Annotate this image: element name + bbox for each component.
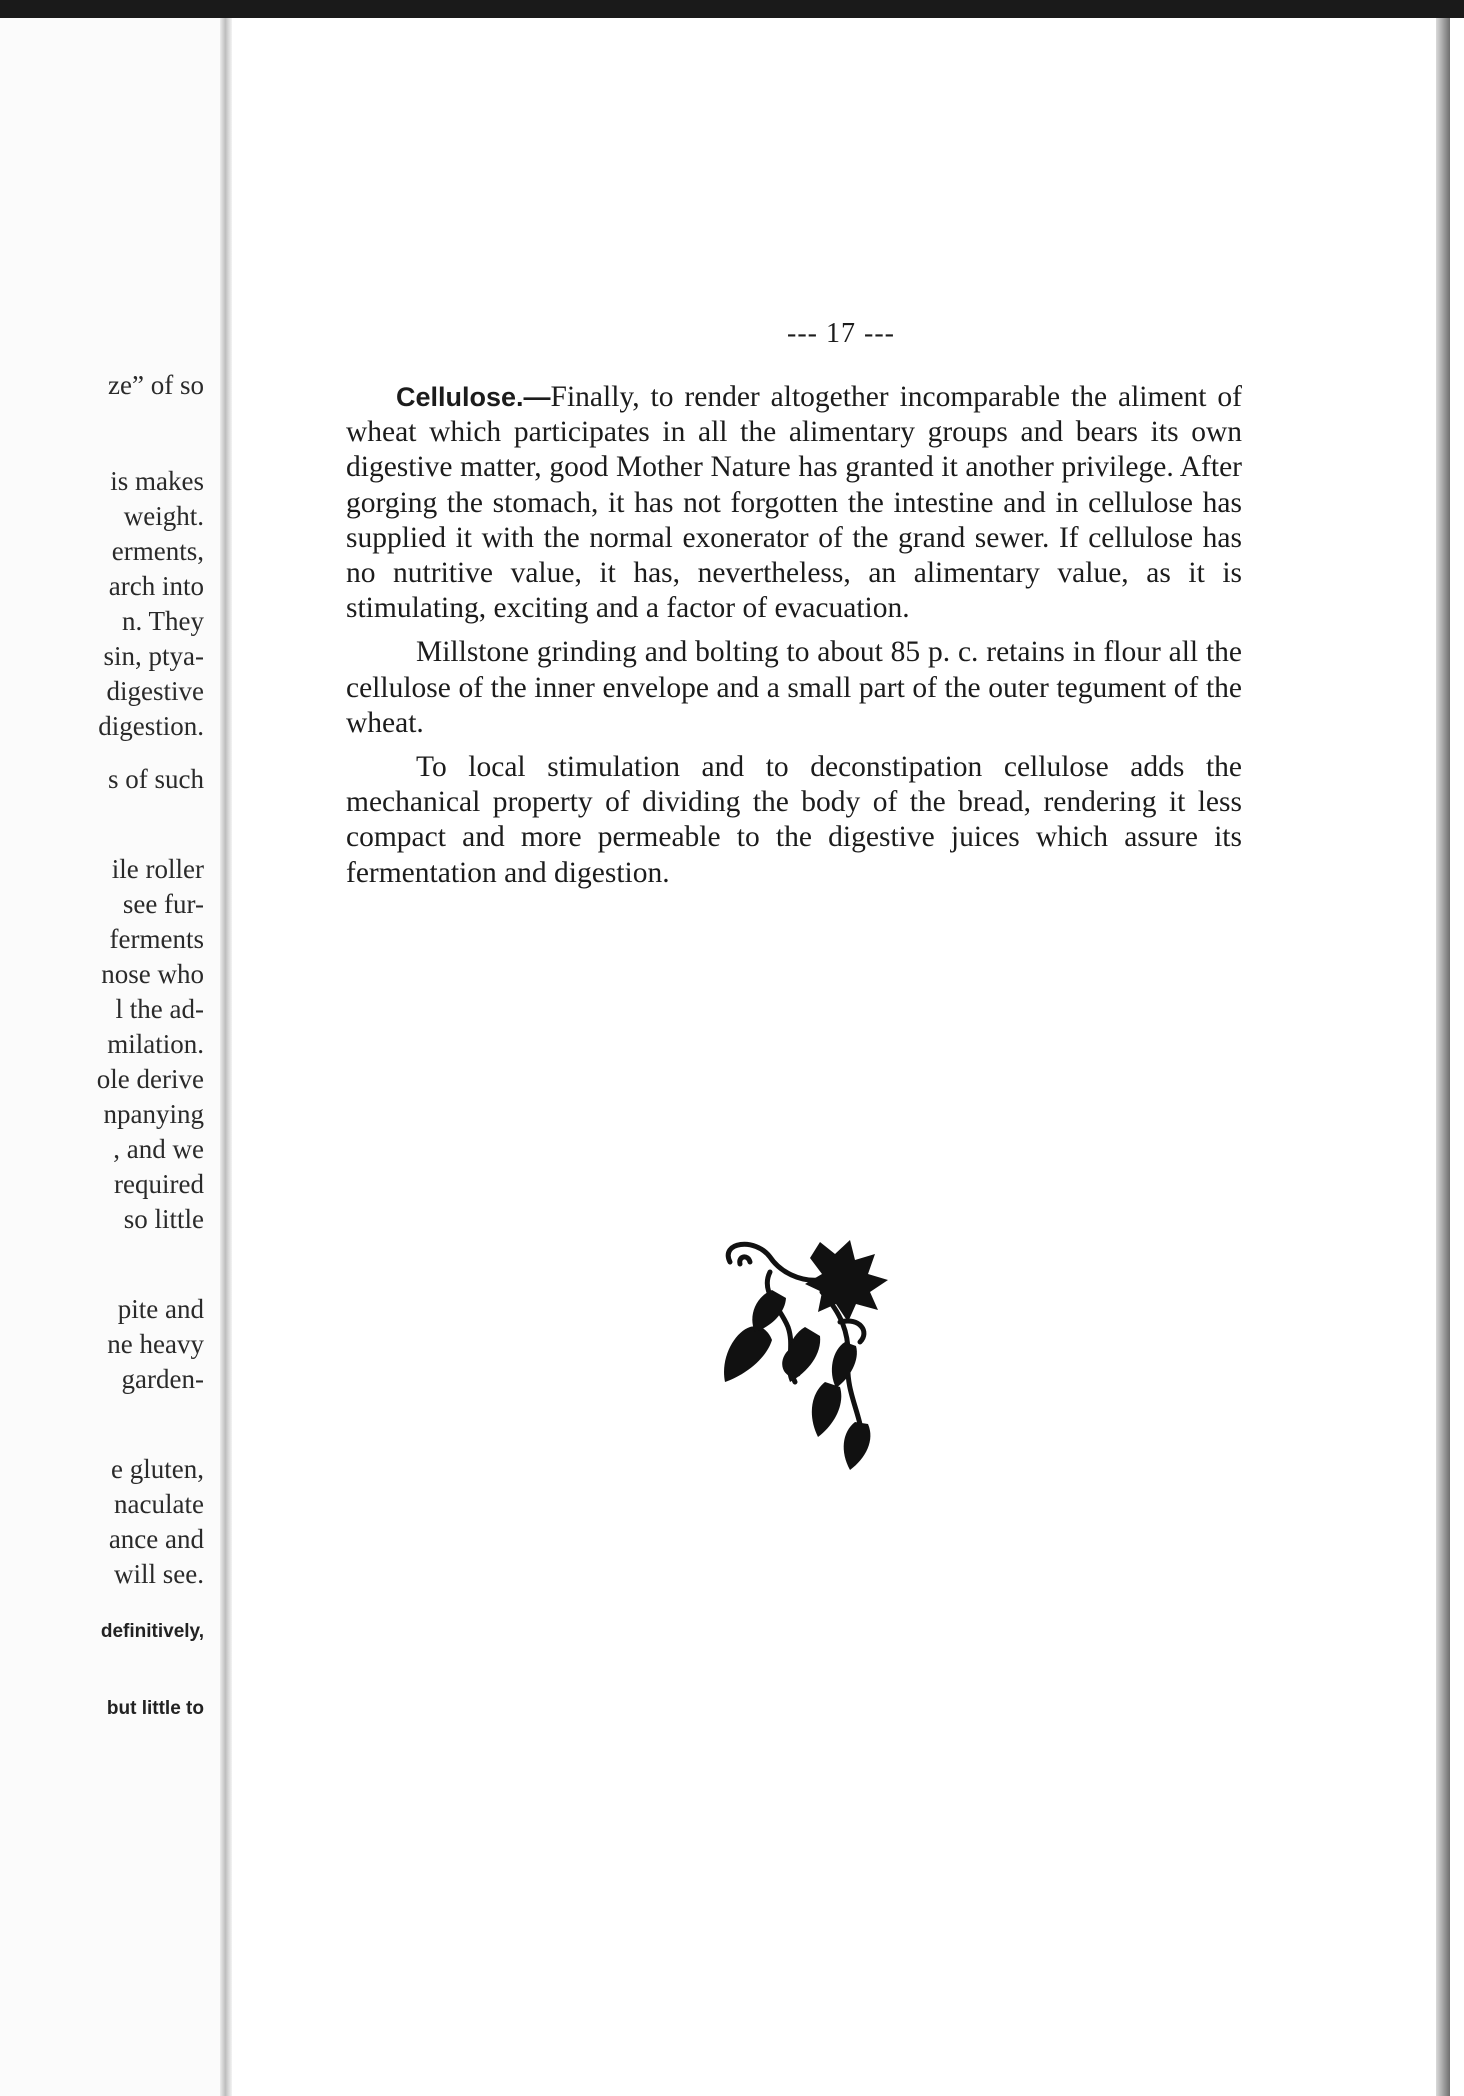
paragraph-text: Finally, to render altogether incomparable the aliment of wheat which participates in all the alimentary groups and bears its own digestive matter, good Mother Nature has granted it another privilege. After gorging the stomach, it has not forgotten the intestine and in cellulose has supplied it with the normal exonerator of the grand sewer. If cellulose has no nutritive value, it has, nevertheless, an alimentary value, as it is stimulating, exciting and a factor of evacuation. bbox=[346, 381, 1242, 625]
paragraph-cellulose bbox=[346, 380, 1242, 626]
left-line: n. They bbox=[122, 606, 204, 636]
right-page bbox=[232, 18, 1450, 2096]
left-line: will see. bbox=[114, 1559, 204, 1589]
left-line: ile roller bbox=[111, 854, 204, 884]
left-line: digestion. bbox=[98, 711, 204, 741]
leaf-vine-ornament-icon bbox=[710, 1232, 910, 1472]
left-line: l the ad- bbox=[115, 994, 204, 1024]
left-line: ance and bbox=[108, 1524, 204, 1554]
book-gutter bbox=[220, 18, 232, 2096]
left-line: arch into bbox=[108, 571, 204, 601]
left-line: ferments bbox=[109, 924, 204, 954]
body-text bbox=[346, 380, 1242, 900]
left-line: is makes bbox=[110, 466, 204, 496]
left-line: garden- bbox=[121, 1364, 204, 1394]
left-line: sin, ptya- bbox=[103, 641, 204, 671]
page-number: --- 17 --- bbox=[787, 318, 895, 349]
left-line: see fur- bbox=[122, 889, 204, 919]
left-line: naculate bbox=[114, 1489, 204, 1519]
paragraph-stimulation bbox=[346, 750, 1242, 891]
page-edge-shadow bbox=[1436, 18, 1450, 2096]
left-line: ole derive bbox=[96, 1064, 204, 1094]
left-line: npanying bbox=[103, 1099, 204, 1129]
left-footnote-line: but little to bbox=[106, 1698, 204, 1719]
left-line: nose who bbox=[101, 959, 204, 989]
paragraph-text: Millstone grinding and bolting to about 85 p. c. retains in flour all the cellulose of the inner envelope and a small part of the outer tegument of the wheat. bbox=[346, 636, 1242, 739]
left-line: digestive bbox=[106, 676, 204, 706]
left-line: ze” of so bbox=[108, 370, 204, 400]
left-line: required bbox=[114, 1169, 204, 1199]
left-line: so little bbox=[123, 1204, 204, 1234]
left-line: erments, bbox=[111, 536, 204, 566]
left-line: ne heavy bbox=[107, 1329, 204, 1359]
scanned-spread bbox=[0, 18, 1464, 2096]
left-line: weight. bbox=[123, 501, 204, 531]
left-page-fragment bbox=[0, 18, 232, 2096]
left-line: milation. bbox=[107, 1029, 204, 1059]
left-line: , and we bbox=[113, 1134, 204, 1164]
left-line: s of such bbox=[108, 764, 204, 794]
left-footnote-line: definitively, bbox=[100, 1621, 204, 1642]
left-line: e gluten, bbox=[111, 1454, 204, 1484]
left-line: pite and bbox=[117, 1294, 204, 1324]
run-in-heading: Cellulose.— bbox=[396, 382, 551, 412]
paragraph-text: To local stimulation and to deconstipation cellulose adds the mechanical property of dividing the body of the bread, rendering it less compact and more permeable to the digestive juices which assure its fermentation and digestion. bbox=[346, 751, 1242, 889]
paragraph-millstone bbox=[346, 635, 1242, 741]
